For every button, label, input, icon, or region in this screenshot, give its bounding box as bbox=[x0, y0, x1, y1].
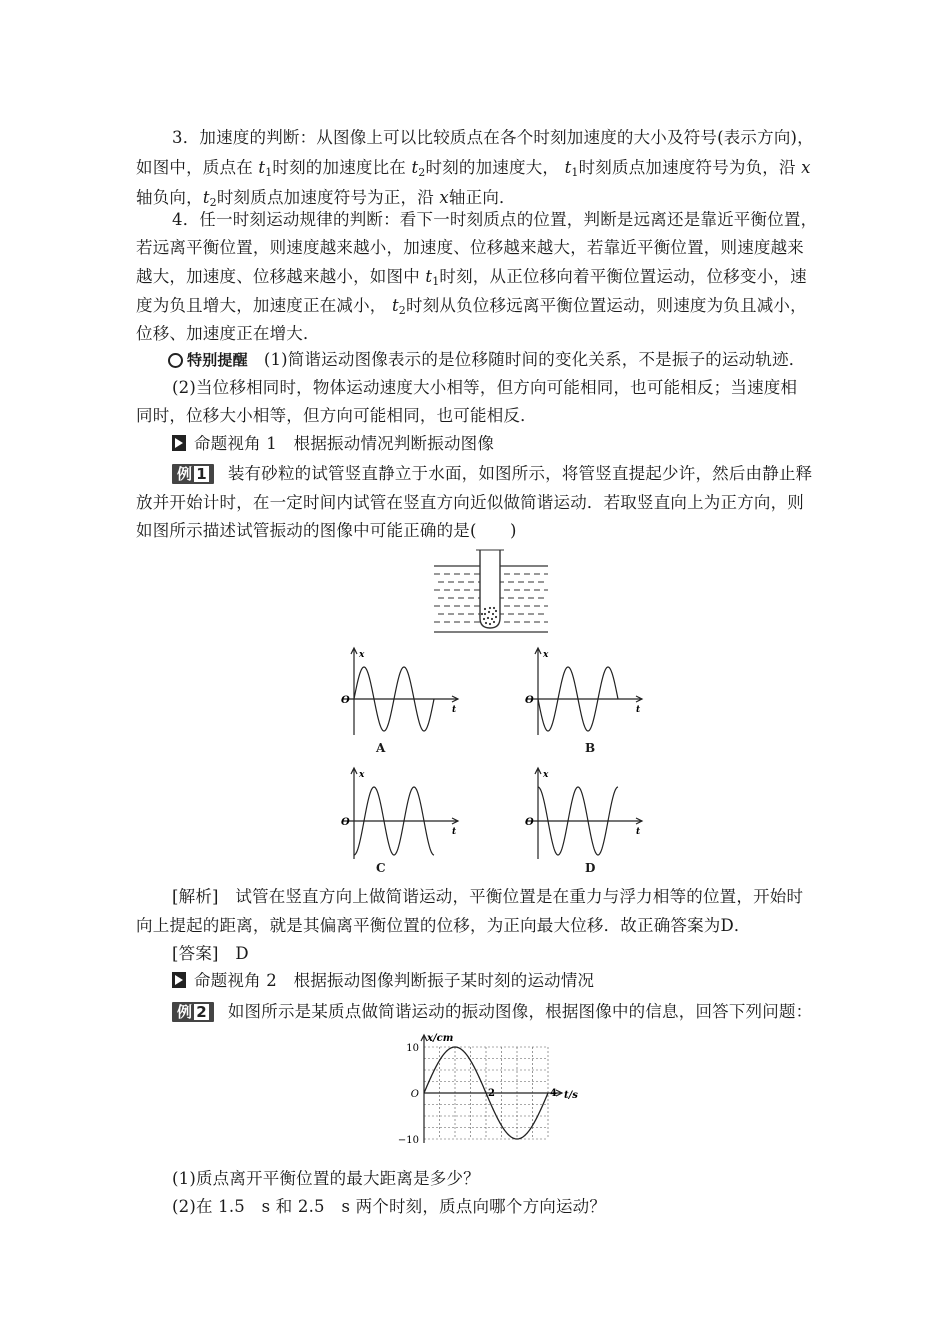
x-axis-label: x bbox=[543, 650, 549, 660]
option-graph-b bbox=[522, 645, 647, 737]
x-tick-label: 2 bbox=[488, 1088, 495, 1099]
tip-line3: 同时，位移大小相等，但方向可能相同，也可能相反． bbox=[136, 406, 537, 425]
test-tube-figure bbox=[430, 548, 552, 636]
option-label-c: C bbox=[376, 861, 386, 875]
question-2: (2)在 1.5 s 和 2.5 s 两个时刻，质点向哪个方向运动？ bbox=[172, 1197, 607, 1216]
option-label-a: A bbox=[376, 741, 386, 755]
para4-line3: 越大，加速度、位移越来越小，如图中 $t_1$时刻，从正位移向着平衡位置运动，位移变小，速 bbox=[136, 267, 807, 288]
view2-heading: 命题视角 2 根据振动图像判断振子某时刻的运动情况 bbox=[172, 966, 594, 996]
origin-label: O bbox=[341, 817, 350, 828]
smile-icon bbox=[168, 353, 183, 368]
x-tick-label: 4 bbox=[550, 1088, 557, 1099]
t-axis-label: t bbox=[636, 705, 641, 715]
x-axis-label: x bbox=[359, 770, 365, 780]
para4-line1: 4．任一时刻运动规律的判断：看下一时刻质点的位置，判断是远离还是靠近平衡位置， bbox=[172, 210, 818, 229]
para4-line2: 若远离平衡位置，则速度越来越小，加速度、位移越来越大，若靠近平衡位置，则速度越来 bbox=[136, 238, 804, 257]
triangle-icon bbox=[172, 435, 186, 451]
t-axis-label: t bbox=[452, 827, 457, 837]
option-graph-d bbox=[522, 765, 647, 861]
x-axis-label: t/s bbox=[564, 1090, 578, 1101]
y-tick-label: O bbox=[410, 1089, 419, 1100]
tip-line1: 特别提醒 (1)简谐运动图像表示的是位移随时间的变化关系，不是振子的运动轨迹． bbox=[168, 345, 806, 375]
ex1-line3: 如图所示描述试管振动的图像中可能正确的是( ) bbox=[136, 521, 517, 540]
tip-line2: (2)当位移相同时，物体运动速度大小相等，但方向可能相同，也可能相反；当速度相 bbox=[172, 378, 798, 397]
solution1-line1: [解析] 试管在竖直方向上做简谐运动，平衡位置是在重力与浮力相等的位置，开始时 bbox=[172, 887, 804, 906]
tip-label: 特别提醒 bbox=[187, 351, 248, 369]
origin-label: O bbox=[525, 695, 534, 706]
option-graph-c bbox=[338, 765, 463, 861]
para4-line5: 位移、加速度正在增大． bbox=[136, 324, 320, 343]
ex1-line2: 放并开始计时，在一定时间内试管在竖直方向近似做简谐运动．若取竖直向上为正方向，则 bbox=[136, 493, 804, 512]
para3-line2: 如图中，质点在 $t_1$时刻的加速度比在 $t_2$时刻的加速度大， $t_1$时刻质点加速度符号为负，沿 x bbox=[136, 158, 811, 179]
option-graph-a bbox=[338, 645, 463, 737]
solution1-line2: 向上提起的距离，就是其偏离平衡位置的位移，为正向最大位移．故正确答案为D． bbox=[136, 916, 751, 935]
x-axis-label: x bbox=[543, 770, 549, 780]
x-axis-label: x bbox=[359, 650, 365, 660]
question-1: (1)质点离开平衡位置的最大距离是多少？ bbox=[172, 1169, 480, 1188]
view1-heading: 命题视角 1 根据振动情况判断振动图像 bbox=[172, 429, 494, 459]
para3-line3: 轴负向，$t_2$时刻质点加速度符号为正，沿 x轴正向． bbox=[136, 188, 516, 209]
answer1: [答案] D bbox=[172, 944, 249, 963]
y-tick-label: −10 bbox=[397, 1135, 419, 1146]
para4-line4: 度为负且增大，加速度正在减小， $t_2$时刻从负位移远离平衡位置运动，则速度为负且减小， bbox=[136, 296, 807, 317]
ex2-line1: 例 2 如图所示是某质点做简谐运动的振动图像，根据图像中的信息，回答下列问题： bbox=[172, 997, 812, 1027]
para3-line1: 3．加速度的判断：从图像上可以比较质点在各个时刻加速度的大小及符号(表示方向)， bbox=[172, 128, 814, 147]
y-axis-label: x/cm bbox=[427, 1033, 454, 1044]
example-badge: 例 2 bbox=[172, 1002, 214, 1022]
vibration-chart bbox=[382, 1030, 592, 1160]
option-label-b: B bbox=[585, 741, 596, 755]
origin-label: O bbox=[525, 817, 534, 828]
t-axis-label: t bbox=[452, 705, 457, 715]
ex1-line1: 例 1 装有砂粒的试管竖直静立于水面，如图所示，将管竖直提起少许，然后由静止释 bbox=[172, 459, 812, 489]
y-tick-label: 10 bbox=[406, 1043, 419, 1054]
option-label-d: D bbox=[585, 861, 596, 875]
triangle-icon bbox=[172, 972, 186, 988]
origin-label: O bbox=[341, 695, 350, 706]
t-axis-label: t bbox=[636, 827, 641, 837]
example-badge: 例 1 bbox=[172, 464, 214, 484]
